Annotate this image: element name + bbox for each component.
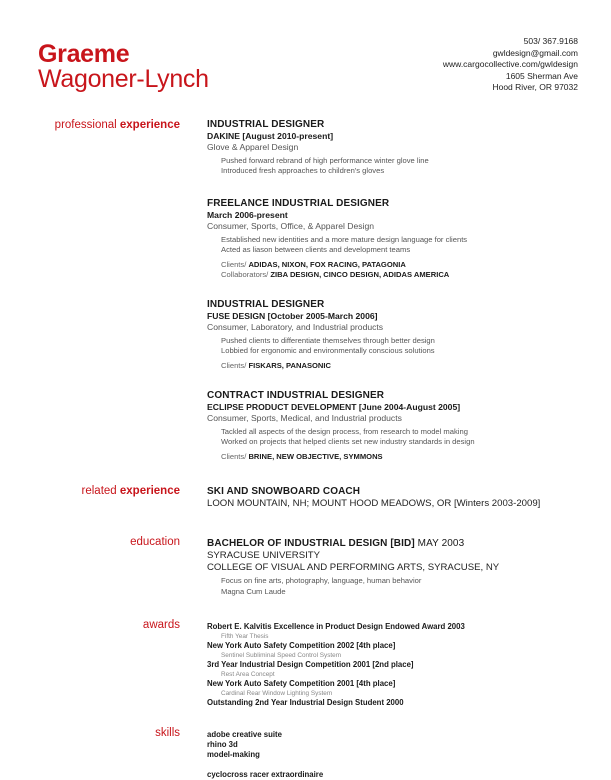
section-education <box>130 536 180 548</box>
section-label: skills <box>155 727 180 739</box>
award-note: Cardinal Rear Window Lighting System <box>221 690 333 697</box>
section-skills <box>155 727 180 739</box>
award-name: Outstanding 2nd Year Industrial Design Student 2000 <box>207 698 404 707</box>
degree-year: MAY 2003 <box>417 538 465 549</box>
award-note: Sentinel Subliminal Speed Control System <box>221 652 342 659</box>
related-entry <box>207 486 587 510</box>
skill-item: model-making <box>207 750 260 759</box>
collaborators-list: ZIBA DESIGN, CINCO DESIGN, ADIDAS AMERICA <box>270 270 450 280</box>
clients-label: Clients/ <box>221 259 247 269</box>
email[interactable]: gwldesign@gmail.com <box>492 47 578 58</box>
award-note: Fifth Year Thesis <box>221 633 269 640</box>
phone: 503/ 367.9168 <box>523 36 578 46</box>
clients-label: Clients/ <box>221 451 247 461</box>
job-field: Consumer, Sports, Medical, and Industrial products <box>207 413 402 423</box>
job-company: ECLIPSE PRODUCT DEVELOPMENT [June 2004-August 2005] <box>207 402 461 412</box>
job-bullet: Established new identities and a more mature design language for clients <box>221 235 468 244</box>
job-bullet: Introduced fresh approaches to children's gloves <box>221 166 385 176</box>
education-honor: Magna Cum Laude <box>221 586 286 596</box>
job-clients <box>207 361 587 372</box>
job-bullet: Pushed clients to differentiate themselves through better design <box>221 336 435 345</box>
award-name: New York Auto Safety Competition 2001 [4th place] <box>207 679 396 688</box>
school: SYRACUSE UNIVERSITY <box>207 550 321 561</box>
contact-info <box>443 36 578 94</box>
skill-item: adobe creative suite <box>207 730 282 739</box>
job-company: March 2006-present <box>207 210 288 220</box>
award-name: Robert E. Kalvitis Excellence in Product Design Endowed Award 2003 <box>207 622 465 631</box>
award-note: Rest Area Concept <box>221 671 275 678</box>
collaborators-label: Collaborators/ <box>221 270 269 280</box>
job-entry <box>207 299 587 371</box>
degree: BACHELOR OF INDUSTRIAL DESIGN [BID] <box>207 538 415 549</box>
clients-label: Clients/ <box>221 360 247 370</box>
clients-list: BRINE, NEW OBJECTIVE, SYMMONS <box>248 451 383 461</box>
job-clients <box>207 260 587 271</box>
job-field: Glove & Apparel Design <box>207 142 299 152</box>
section-label-light: professional <box>54 119 117 131</box>
job-company: FUSE DESIGN [October 2005-March 2006] <box>207 311 378 321</box>
job-bullet: Pushed forward rebrand of high performance winter glove line <box>221 156 429 165</box>
skill-item: cyclocross racer extraordinaire <box>207 770 324 779</box>
job-bullet: Worked on projects that helped clients set new industry standards in design <box>221 437 475 447</box>
skill-item: rhino 3d <box>207 740 238 749</box>
section-label-bold: experience <box>119 119 180 131</box>
section-awards <box>143 619 180 631</box>
award-name: 3rd Year Industrial Design Competition 2001 [2nd place] <box>207 660 414 669</box>
education-focus: Focus on fine arts, photography, language, human behavior <box>221 576 422 586</box>
job-bullet: Lobbied for ergonomic and environmentally conscious solutions <box>221 346 435 356</box>
clients-list: FISKARS, PANASONIC <box>248 360 332 370</box>
city-address: Hood River, OR 97032 <box>492 82 578 93</box>
section-related-experience <box>82 485 180 497</box>
job-company: DAKINE [August 2010-present] <box>207 131 334 141</box>
job-field: Consumer, Laboratory, and Industrial products <box>207 322 384 332</box>
education-entry <box>207 538 587 597</box>
college: COLLEGE OF VISUAL AND PERFORMING ARTS, SYRACUSE, NY <box>207 561 500 573</box>
street-address: 1605 Sherman Ave <box>505 70 578 81</box>
section-label-bold: experience <box>119 485 180 497</box>
section-label: awards <box>142 619 180 631</box>
award-name: New York Auto Safety Competition 2002 [4th place] <box>207 641 396 650</box>
job-bullet: Tackled all aspects of the design process, from research to model making <box>221 427 468 436</box>
related-title: SKI AND SNOWBOARD COACH <box>207 486 361 497</box>
job-bullet: Acted as liason between clients and development teams <box>221 245 411 255</box>
job-title: CONTRACT INDUSTRIAL DESIGNER <box>207 390 385 401</box>
job-title: INDUSTRIAL DESIGNER <box>207 119 325 130</box>
job-title: FREELANCE INDUSTRIAL DESIGNER <box>207 198 390 209</box>
job-entry <box>207 390 587 462</box>
first-name: Graeme <box>38 40 130 68</box>
skills-list <box>207 730 587 780</box>
last-name: Wagoner-Lynch <box>38 65 209 93</box>
related-detail: LOON MOUNTAIN, NH; MOUNT HOOD MEADOWS, OR [Winters 2003-2009] <box>207 498 541 509</box>
website[interactable]: www.cargocollective.com/gwldesign <box>442 59 578 70</box>
section-professional-experience <box>55 119 180 131</box>
awards-list <box>207 622 587 708</box>
clients-list: ADIDAS, NIXON, FOX RACING, PATAGONIA <box>248 259 406 269</box>
job-field: Consumer, Sports, Office, & Apparel Design <box>207 221 375 231</box>
job-entry <box>207 119 587 177</box>
section-label: education <box>130 536 180 548</box>
degree-line <box>207 538 587 550</box>
section-label-light: related <box>81 485 117 497</box>
job-title: INDUSTRIAL DESIGNER <box>207 299 325 310</box>
job-clients <box>207 452 587 463</box>
job-collaborators <box>207 270 587 281</box>
job-entry <box>207 198 587 281</box>
